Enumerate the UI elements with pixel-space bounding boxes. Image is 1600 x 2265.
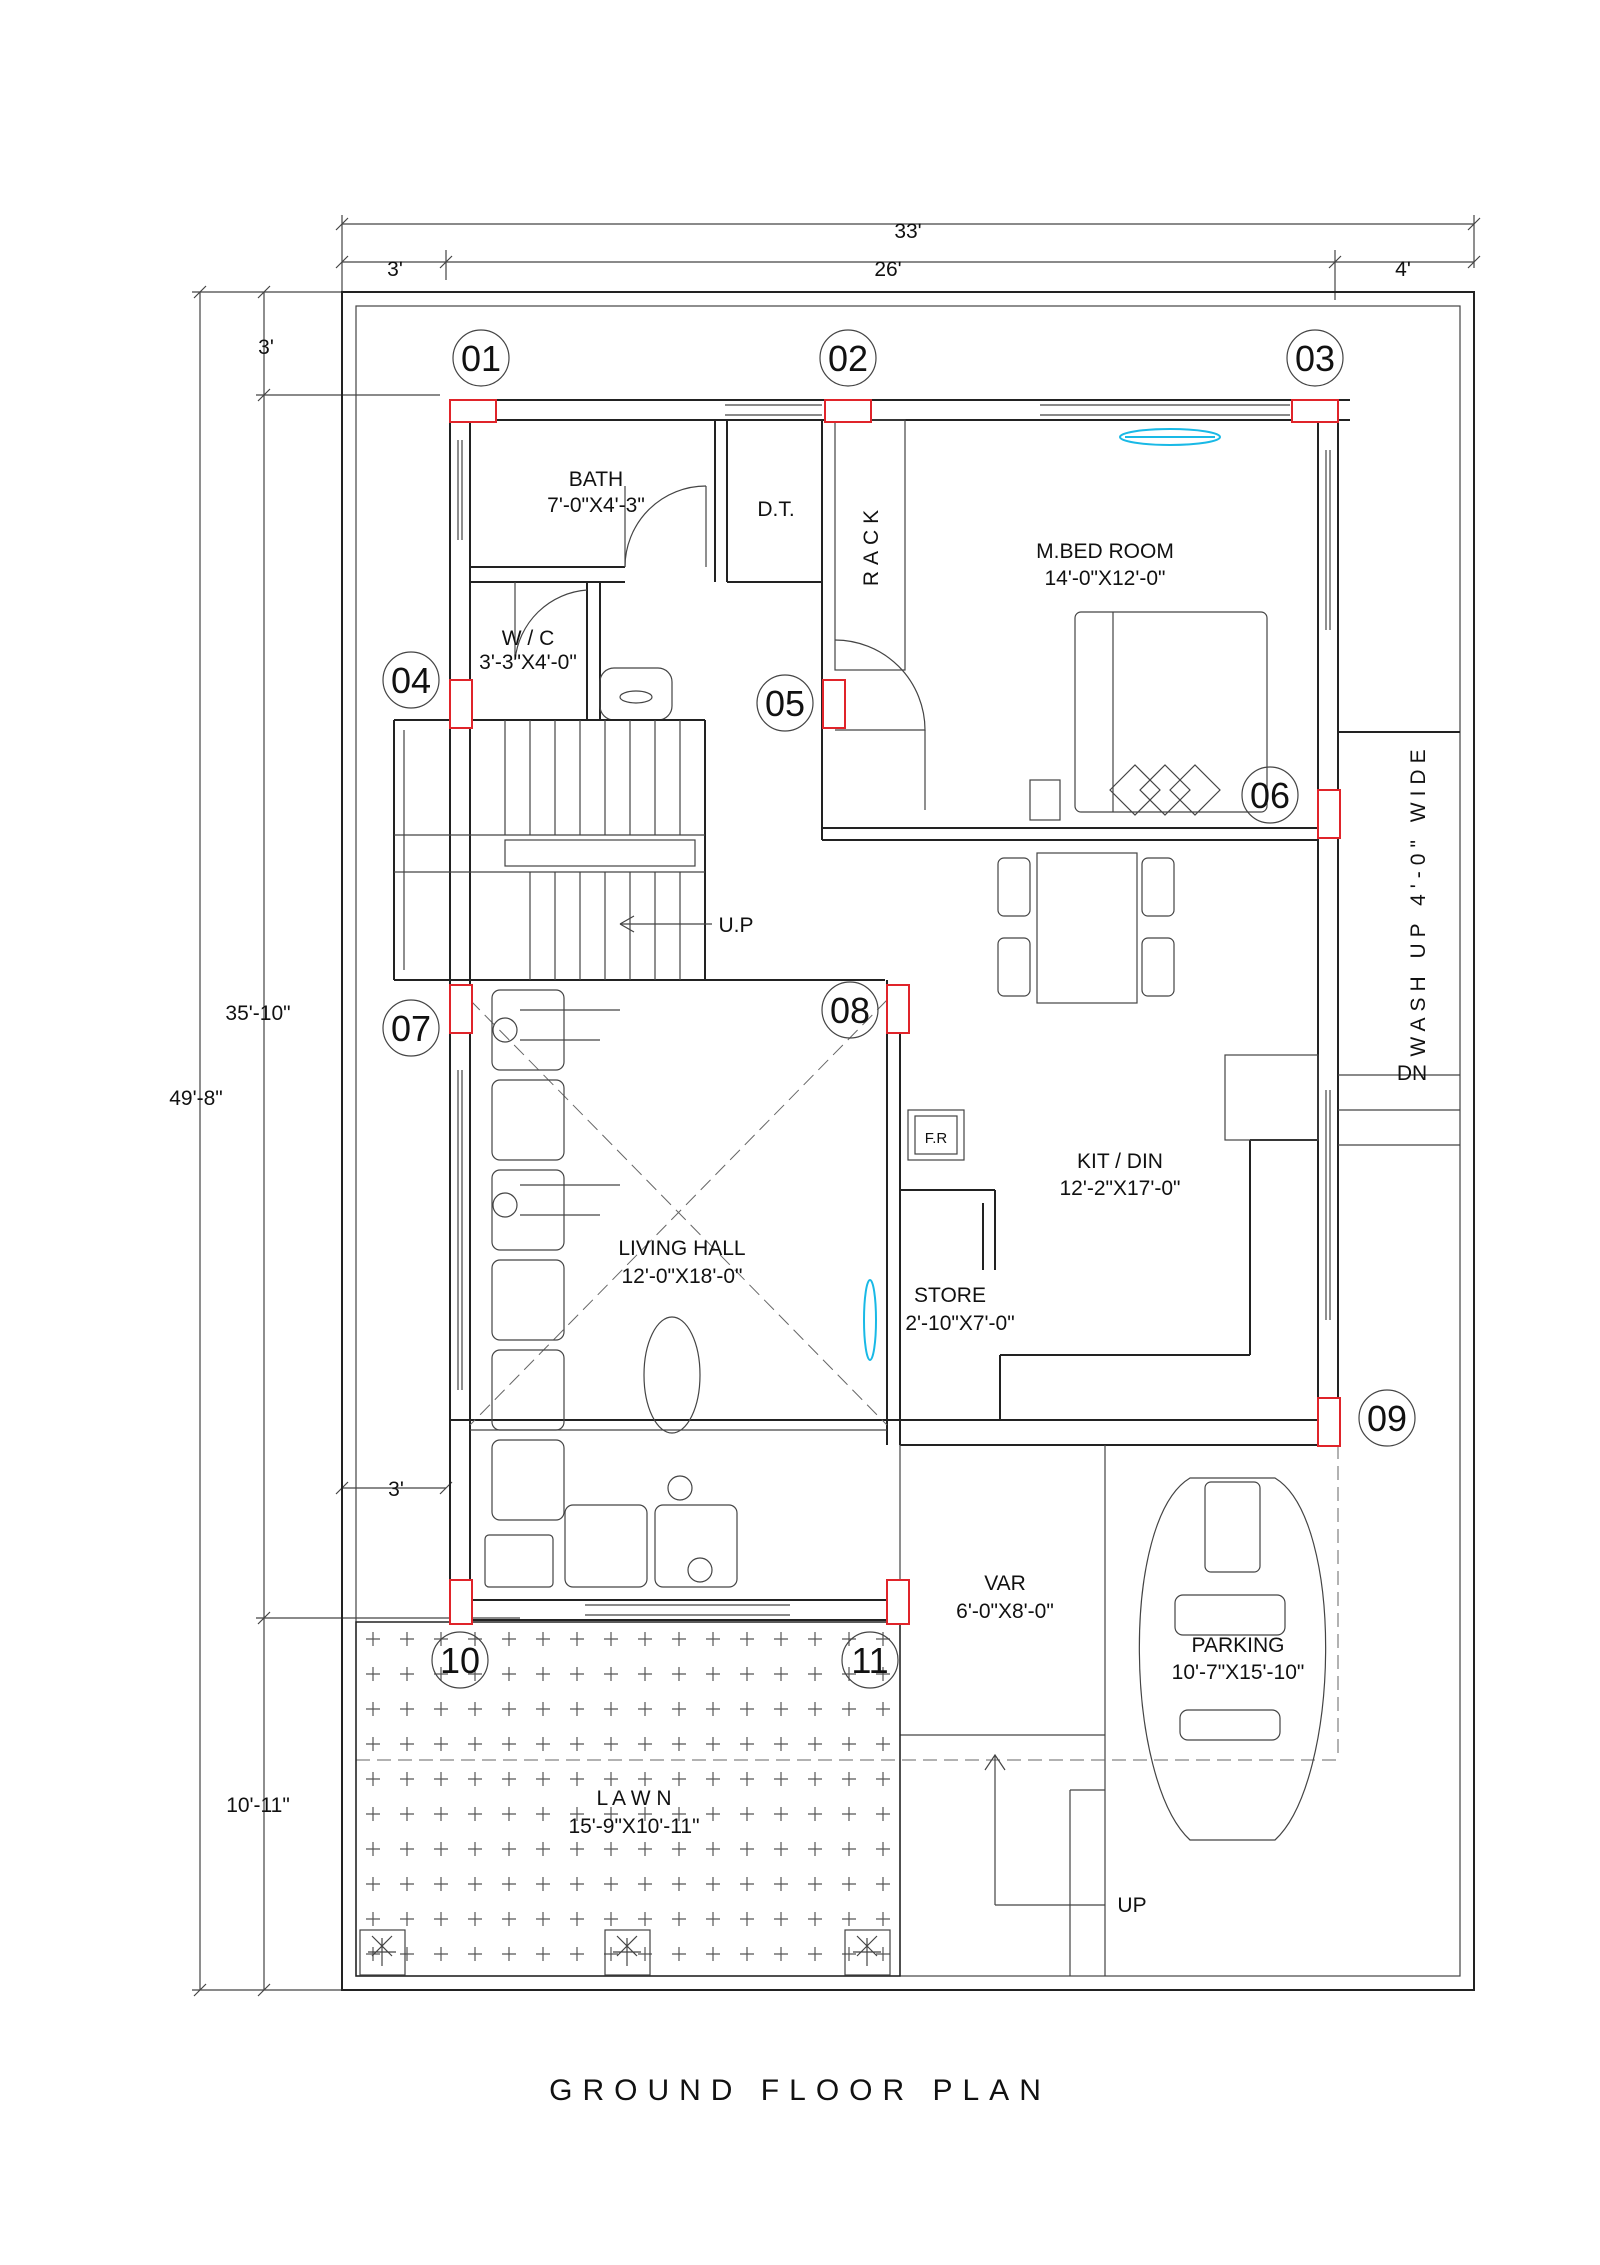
lawn-label: L A W N	[596, 1787, 672, 1810]
column-label-08: 08	[829, 990, 871, 1031]
wc-label: W / C	[501, 627, 555, 650]
column-label-01: 01	[460, 338, 502, 379]
master-bedroom-label: M.BED ROOM	[1036, 540, 1174, 563]
column-label-09: 09	[1366, 1398, 1408, 1439]
var-size: 6'-0"X8'-0"	[956, 1600, 1054, 1623]
column-label-06: 06	[1249, 775, 1291, 816]
kitchen-dining-label: KIT / DIN	[1077, 1150, 1163, 1173]
wc-size: 3'-3"X4'-0"	[479, 651, 577, 674]
parking-size: 10'-7"X15'-10"	[1171, 1661, 1305, 1684]
column-07	[450, 985, 472, 1033]
column-label-07: 07	[390, 1008, 432, 1049]
column-02	[825, 400, 871, 422]
kitchen-dining-size: 12'-2"X17'-0"	[1059, 1177, 1181, 1200]
store-size: 2'-10"X7'-0"	[905, 1312, 1015, 1335]
living-hall-size: 12'-0"X18'-0"	[621, 1265, 743, 1288]
bath-size: 7'-0"X4'-3"	[547, 494, 645, 517]
column-label-04: 04	[390, 660, 432, 701]
dt-label: D.T.	[757, 498, 795, 521]
bath-label: BATH	[568, 468, 624, 491]
column-09	[1318, 1398, 1340, 1446]
column-04	[450, 680, 472, 728]
dim-left-total: 49'-8"	[169, 1087, 223, 1110]
column-label-11: 11	[851, 1640, 889, 1681]
column-10	[450, 1580, 472, 1624]
plan-title: GROUND FLOOR PLAN	[549, 2074, 1051, 2107]
column-label-03: 03	[1294, 338, 1336, 379]
var-label: VAR	[984, 1572, 1026, 1595]
dim-top-mid: 26'	[874, 258, 902, 281]
master-bedroom-size: 14'-0"X12'-0"	[1044, 567, 1166, 590]
rack-label: RACK	[860, 503, 883, 587]
lawn-size: 15'-9"X10'-11"	[568, 1815, 700, 1838]
stair-up-label: U.P	[718, 914, 754, 937]
living-hall-label: LIVING HALL	[618, 1237, 746, 1260]
dim-left-mid: 35'-10"	[225, 1002, 291, 1025]
dim-top-total: 33'	[894, 220, 922, 243]
fridge-label: F.R	[924, 1130, 948, 1147]
parking-label: PARKING	[1191, 1634, 1285, 1657]
dim-top-left: 3'	[387, 258, 403, 281]
column-01	[450, 400, 496, 422]
column-label-10: 10	[439, 1640, 481, 1681]
store-label: STORE	[914, 1284, 986, 1307]
column-08	[887, 985, 909, 1033]
down-label: DN	[1396, 1062, 1428, 1085]
washup-label: WASH UP 4'-0" WIDE	[1407, 743, 1430, 1057]
column-label-05: 05	[764, 683, 806, 724]
column-03	[1292, 400, 1338, 422]
dim-top-right: 4'	[1395, 258, 1411, 281]
column-05	[823, 680, 845, 728]
column-11	[887, 1580, 909, 1624]
dim-inner-offset: 3'	[388, 1478, 404, 1501]
dim-left-bottom: 10'-11"	[226, 1794, 290, 1817]
dim-left-top: 3'	[258, 336, 274, 359]
structural-columns	[450, 400, 1340, 1624]
column-06	[1318, 790, 1340, 838]
ramp-up-label: UP	[1117, 1894, 1147, 1917]
column-label-02: 02	[827, 338, 869, 379]
